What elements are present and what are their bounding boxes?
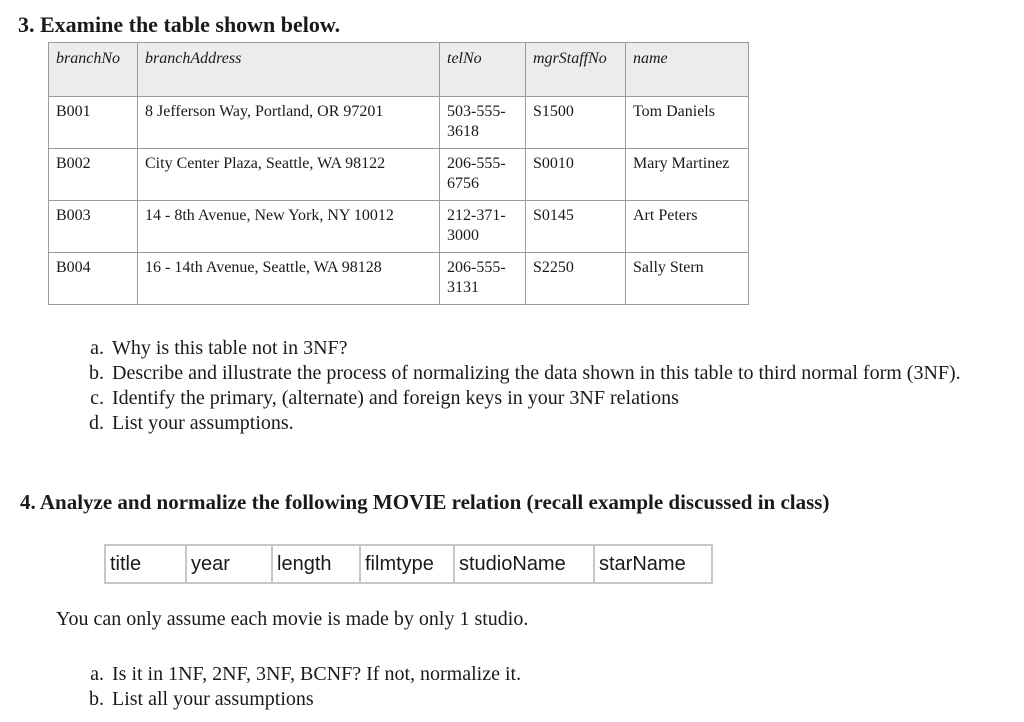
list-item-text: List your assumptions. bbox=[112, 412, 294, 434]
column-header-branchaddress: branchAddress bbox=[138, 43, 440, 97]
list-item-text: Describe and illustrate the process of normalizing the data shown in this table to third normal form (3NF). bbox=[112, 362, 961, 384]
table-cell: Sally Stern bbox=[626, 253, 749, 305]
table-cell: 212-371-3000 bbox=[440, 201, 526, 253]
list-marker: a. bbox=[90, 337, 104, 359]
question-4-heading bbox=[20, 490, 829, 515]
branch-table bbox=[48, 42, 749, 305]
table-cell: Mary Martinez bbox=[626, 149, 749, 201]
table-header-row bbox=[49, 43, 749, 97]
table-cell: City Center Plaza, Seattle, WA 98122 bbox=[138, 149, 440, 201]
list-item-text: List all your assumptions bbox=[112, 688, 314, 710]
movie-column-year: year bbox=[186, 545, 272, 583]
list-marker: b. bbox=[89, 362, 104, 384]
list-marker: a. bbox=[90, 663, 104, 685]
list-item bbox=[76, 411, 976, 436]
table-row bbox=[49, 97, 749, 149]
column-header-telno: telNo bbox=[440, 43, 526, 97]
column-header-branchno: branchNo bbox=[49, 43, 138, 97]
table-cell: S1500 bbox=[526, 97, 626, 149]
question-4-subquestions bbox=[76, 662, 876, 712]
table-cell: B001 bbox=[49, 97, 138, 149]
movie-column-starname: starName bbox=[594, 545, 712, 583]
table-cell: S2250 bbox=[526, 253, 626, 305]
list-item bbox=[76, 662, 876, 687]
question-number: 3. bbox=[18, 12, 35, 37]
list-item bbox=[76, 386, 976, 411]
list-item-text: Identify the primary, (alternate) and foreign keys in your 3NF relations bbox=[112, 387, 679, 409]
list-item-text: Why is this table not in 3NF? bbox=[112, 337, 348, 359]
question-number: 4. bbox=[20, 490, 36, 514]
table-cell: 14 - 8th Avenue, New York, NY 10012 bbox=[138, 201, 440, 253]
table-cell: B003 bbox=[49, 201, 138, 253]
table-cell: B004 bbox=[49, 253, 138, 305]
list-item bbox=[76, 361, 976, 386]
table-cell: S0010 bbox=[526, 149, 626, 201]
question-3-heading bbox=[18, 12, 340, 38]
question-text: Analyze and normalize the following MOVIE relation (recall example discussed in class) bbox=[39, 490, 830, 514]
column-header-name: name bbox=[626, 43, 749, 97]
table-cell: 16 - 14th Avenue, Seattle, WA 98128 bbox=[138, 253, 440, 305]
question-text: Examine the table shown below. bbox=[40, 12, 341, 37]
movie-column-filmtype: filmtype bbox=[360, 545, 454, 583]
question-3-subquestions bbox=[76, 336, 976, 436]
assumption-note: You can only assume each movie is made by only 1 studio. bbox=[56, 608, 529, 630]
list-marker: c. bbox=[90, 387, 104, 409]
movie-relation-table bbox=[104, 544, 713, 584]
list-item-text: Is it in 1NF, 2NF, 3NF, BCNF? If not, normalize it. bbox=[112, 663, 522, 685]
table-cell: 206-555-3131 bbox=[440, 253, 526, 305]
table-row bbox=[49, 201, 749, 253]
movie-column-studioname: studioName bbox=[454, 545, 594, 583]
movie-column-length: length bbox=[272, 545, 360, 583]
table-cell: B002 bbox=[49, 149, 138, 201]
table-row bbox=[49, 253, 749, 305]
movie-column-title: title bbox=[105, 545, 186, 583]
movie-columns-row bbox=[105, 545, 712, 583]
list-item bbox=[76, 336, 976, 361]
table-cell: Tom Daniels bbox=[626, 97, 749, 149]
list-item bbox=[76, 687, 876, 712]
table-cell: Art Peters bbox=[626, 201, 749, 253]
column-header-mgrstaffno: mgrStaffNo bbox=[526, 43, 626, 97]
table-cell: 8 Jefferson Way, Portland, OR 97201 bbox=[138, 97, 440, 149]
list-marker: d. bbox=[89, 412, 104, 434]
table-row bbox=[49, 149, 749, 201]
table-cell: 206-555-6756 bbox=[440, 149, 526, 201]
list-marker: b. bbox=[89, 688, 104, 710]
table-cell: 503-555-3618 bbox=[440, 97, 526, 149]
table-cell: S0145 bbox=[526, 201, 626, 253]
